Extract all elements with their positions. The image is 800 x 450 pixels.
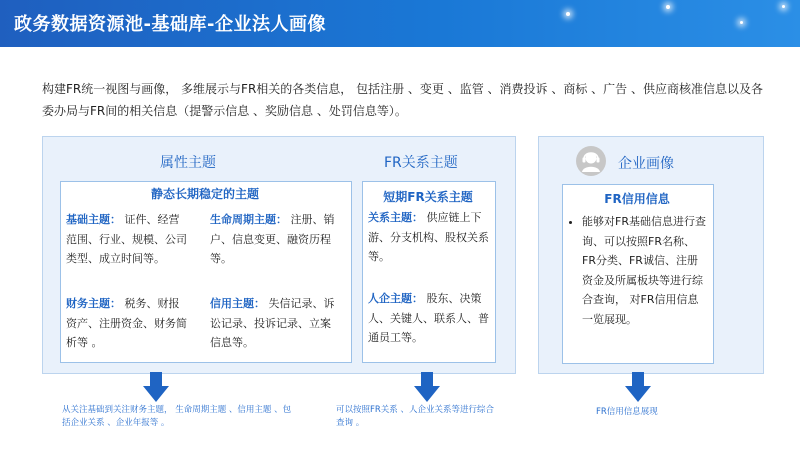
relation-topic bbox=[368, 208, 490, 267]
portrait-title: 企业画像 bbox=[618, 156, 674, 172]
people-topic-key: 人企主题： bbox=[368, 292, 423, 305]
relations-subtitle: 短期FR关系主题 bbox=[383, 190, 473, 204]
sparkle-decoration bbox=[566, 12, 570, 16]
credit-topic-text: 失信记录、诉讼记录、投诉记录、立案信息等。 bbox=[210, 297, 335, 349]
down-arrow-icon bbox=[414, 372, 440, 402]
intro-text: 构建FR统一视图与画像， 多维展示与FR相关的各类信息， 包括注册 、变更 、监管 、消费投诉 、商标 、广告 、供应商核准信息以及各委办局与FR间的相关信息（提警示信息 、奖励信息 、处罚信息等）。 bbox=[42, 82, 764, 118]
down-arrow-icon bbox=[143, 372, 169, 402]
sparkle-decoration bbox=[666, 5, 670, 9]
portrait-subtitle: FR信用信息 bbox=[604, 192, 670, 206]
lifecycle-topic-key: 生命周期主题： bbox=[210, 213, 287, 226]
relations-title: FR关系主题 bbox=[384, 155, 458, 171]
portrait-bullet bbox=[568, 212, 708, 329]
finance-topic-text: 税务、财报资产、注册资金、财务简析等 。 bbox=[66, 297, 187, 349]
attributes-title: 属性主题 bbox=[160, 155, 216, 171]
relations-note: 可以按照FR关系 、人企业关系等进行综合查询 。 bbox=[336, 405, 494, 428]
header-bar bbox=[0, 0, 800, 47]
portrait-note: FR信用信息展现 bbox=[596, 407, 658, 417]
down-arrow-icon bbox=[625, 372, 651, 402]
attributes-subtitle: 静态长期稳定的主题 bbox=[150, 187, 259, 201]
people-topic-text: 股东、决策人、关键人、联系人、普通员工等。 bbox=[368, 292, 489, 344]
sparkle-decoration bbox=[782, 5, 785, 8]
basic-topic bbox=[66, 210, 188, 269]
lifecycle-topic-text: 注册、销户、信息变更、融资历程等。 bbox=[210, 213, 335, 265]
finance-topic-key: 财务主题： bbox=[66, 297, 121, 310]
page-title: 政务数据资源池-基础库-企业法人画像 bbox=[14, 14, 326, 35]
person-headset-icon bbox=[576, 146, 606, 176]
relation-topic-text: 供应链上下游、分支机构、股权关系等。 bbox=[368, 211, 489, 263]
sparkle-decoration bbox=[740, 21, 743, 24]
lifecycle-topic bbox=[210, 210, 336, 269]
people-topic bbox=[368, 289, 490, 348]
credit-topic-key: 信用主题： bbox=[210, 297, 265, 310]
portrait-bullet-text: • 能够对FR基础信息进行查询、可以按照FR名称、FR分类、FR诚信、注册资金及所属板块等进行综合查询， 对FR信用信息一览展现。 bbox=[582, 212, 708, 329]
attributes-note: 从关注基础到关注财务主题， 生命周期主题 、信用主题 、包括企业关系 、企业年报等 。 bbox=[62, 405, 292, 428]
credit-topic bbox=[210, 294, 336, 353]
basic-topic-key: 基础主题： bbox=[66, 213, 121, 226]
relation-topic-key: 关系主题： bbox=[368, 211, 423, 224]
finance-topic bbox=[66, 294, 188, 353]
basic-topic-text: 证件、经营范围、行业、规模、公司类型、成立时间等。 bbox=[66, 213, 187, 265]
